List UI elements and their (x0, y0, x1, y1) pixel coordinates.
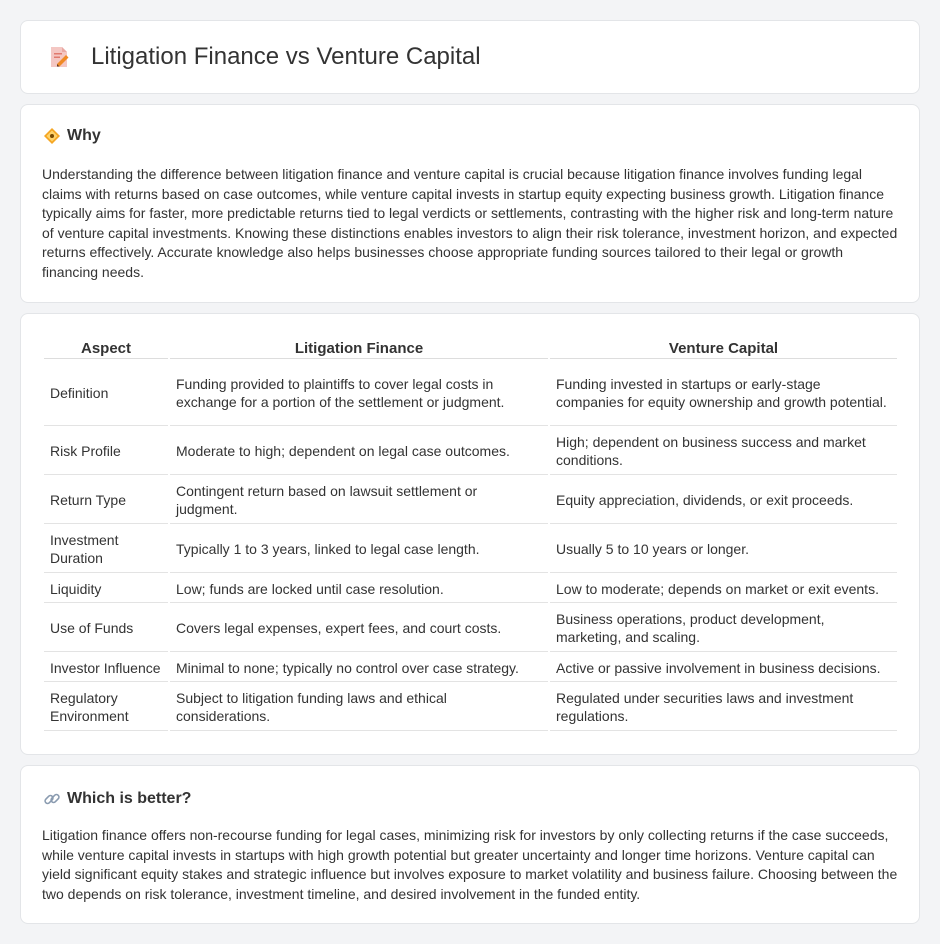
venture-cell: High; dependent on business success and market conditions. (550, 428, 897, 475)
header-litigation-finance: Litigation Finance (170, 336, 548, 359)
why-text: Understanding the difference between litigation finance and venture capital is crucial because litigation finance involves funding legal claims with returns based on case outcomes, while venture capital invests in startup equity expecting business growth. Litigation finance typically aims for faster, more predictable returns tied to legal verdicts or settlements, contrasting with the higher risk and long-term nature of venture capital investments. Knowing these distinctions enables investors to align their risk tolerance, investment horizon, and expected returns effectively. Accurate knowledge also helps businesses choose appropriate funding sources tailored to their legal or growth financing needs. (42, 166, 898, 280)
aspect-cell: Regulatory Environment (44, 684, 168, 731)
link-icon (43, 790, 61, 808)
litigation-cell: Low; funds are locked until case resolution. (170, 575, 548, 603)
better-heading (43, 790, 191, 808)
litigation-cell: Minimal to none; typically no control over case strategy. (170, 654, 548, 682)
aspect-cell: Definition (44, 361, 168, 426)
aspect-cell: Investor Influence (44, 654, 168, 682)
aspect-cell: Return Type (44, 477, 168, 524)
table-row (44, 428, 897, 475)
venture-cell: Funding invested in startups or early-stage companies for equity ownership and growth potential. (550, 361, 897, 426)
litigation-cell: Moderate to high; dependent on legal case outcomes. (170, 428, 548, 475)
aspect-cell: Use of Funds (44, 605, 168, 652)
table-row (44, 477, 897, 524)
table-row (44, 575, 897, 603)
venture-cell: Low to moderate; depends on market or exit events. (550, 575, 897, 603)
why-title: Why (67, 127, 101, 144)
better-title: Which is better? (67, 790, 192, 807)
table-header-row (44, 336, 897, 359)
table-row (44, 684, 897, 731)
aspect-cell: Investment Duration (44, 526, 168, 573)
table-row (44, 605, 897, 652)
table-row (44, 654, 897, 682)
which-is-better-section (20, 765, 920, 924)
venture-cell: Equity appreciation, dividends, or exit proceeds. (550, 477, 897, 524)
table-row (44, 361, 897, 426)
venture-cell: Usually 5 to 10 years or longer. (550, 526, 897, 573)
better-text: Litigation finance offers non-recourse funding for legal cases, minimizing risk for investors by only collecting returns if the case succeeds, while venture capital invests in startups with high growth potential but greater uncertainty and longer time horizons. Venture capital can yield significant equity stakes and strategic influence but involves exposure to market volatility and business failure. Choosing between the two depends on risk tolerance, investment timeline, and desired involvement in the funded entity. (42, 827, 898, 902)
table-row (44, 526, 897, 573)
why-section (20, 104, 920, 303)
title-card (20, 20, 920, 94)
litigation-cell: Contingent return based on lawsuit settlement or judgment. (170, 477, 548, 524)
why-heading (43, 127, 101, 145)
comparison-table (42, 334, 899, 733)
page-title: Litigation Finance vs Venture Capital (91, 43, 481, 70)
litigation-cell: Covers legal expenses, expert fees, and court costs. (170, 605, 548, 652)
venture-cell: Regulated under securities laws and investment regulations. (550, 684, 897, 731)
aspect-cell: Risk Profile (44, 428, 168, 475)
comparison-card (20, 313, 920, 755)
venture-cell: Active or passive involvement in business decisions. (550, 654, 897, 682)
document-pencil-icon (47, 45, 71, 69)
venture-cell: Business operations, product development, marketing, and scaling. (550, 605, 897, 652)
litigation-cell: Subject to litigation funding laws and ethical considerations. (170, 684, 548, 731)
header-aspect: Aspect (44, 336, 168, 359)
litigation-cell: Typically 1 to 3 years, linked to legal case length. (170, 526, 548, 573)
litigation-cell: Funding provided to plaintiffs to cover legal costs in exchange for a portion of the settlement or judgment. (170, 361, 548, 426)
header-venture-capital: Venture Capital (550, 336, 897, 359)
diamond-sign-icon (43, 127, 61, 145)
aspect-cell: Liquidity (44, 575, 168, 603)
